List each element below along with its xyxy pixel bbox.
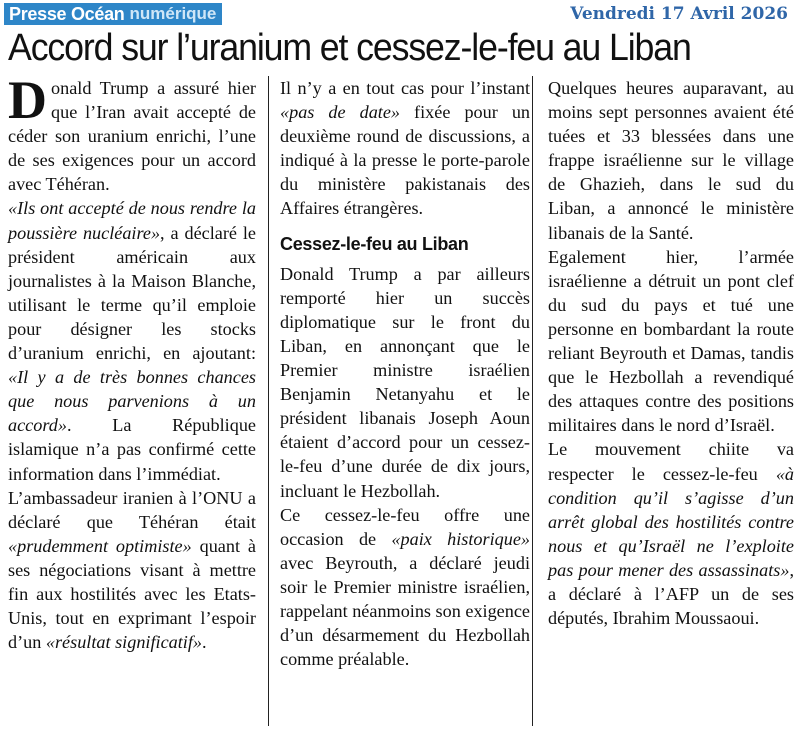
article-column-1 xyxy=(8,70,256,726)
paragraph xyxy=(280,503,530,672)
section-subheading: Cessez-le-feu au Liban xyxy=(280,233,469,254)
paragraph-text: Le mouvement chiite va respecter le cessez-le-feu xyxy=(548,439,794,484)
article-column-2 xyxy=(280,76,530,726)
paragraph-text: Egalement hier, l’armée israélienne a détruit un pont clef du sud du pays et tué une personne en bombardant la route reliant Beyrouth et Damas, tandis que le Hezbollah a revendiqué des attaques contre des positions militaires dans le nord d’Israël. xyxy=(548,246,794,436)
paragraph-text: , a déclaré le président américain aux journalistes à la Maison Blanche, utilisant le terme qu’il emploie pour désigner les stocks d’uranium enrichi, en ajoutant: xyxy=(8,222,256,364)
paragraph-text: quant à ses négociations visant à mettre fin aux hostilités avec les Etats-Unis, tout en exprimant l’espoir d’un xyxy=(8,535,256,653)
article-body xyxy=(8,70,794,726)
drop-cap: D xyxy=(8,70,47,130)
article-headline: Accord sur l’uranium et cessez-le-feu au Liban xyxy=(8,27,691,69)
paragraph xyxy=(548,245,794,438)
paragraph-text: Donald Trump a par ailleurs remporté hier un succès diplomatique sur le front du Liban, en annonçant que le Premier ministre israélien Benjamin Netanyahu et le président libanais Joseph Aoun étaient d’accord pour un cessez-le-feu d’une durée de dix jours, incluant le Hezbollah. xyxy=(280,263,530,501)
paragraph-text: , a déclaré à l’AFP un de ses députés, Ibrahim Moussaoui. xyxy=(548,559,794,629)
paragraph-text: . xyxy=(202,632,207,653)
paragraph xyxy=(8,486,256,655)
paragraph-text: . La République islamique n’a pas confirmé cette information dans l’immédiat. xyxy=(8,415,256,484)
paragraph xyxy=(280,262,530,503)
paragraph xyxy=(548,76,794,245)
masthead-logo xyxy=(4,3,222,25)
paragraph-text: Ce cessez-le-feu offre une occasion de xyxy=(280,504,530,549)
paragraph-text: avec Beyrouth, a déclaré jeudi soir le Premier ministre israélien, rappelant néanmoins son exigence d’un désarmement du Hezbollah comme préalable. xyxy=(280,552,530,670)
quote: «paix historique» xyxy=(391,528,530,549)
paragraph-text: L’ambassadeur iranien à l’ONU a déclaré que Téhéran était xyxy=(8,487,256,532)
quote: «à condition qu’il s’agisse d’un arrêt global des hostilités contre nous et qu’Israël ne l’exploite pas pour mener des assassinats» xyxy=(548,463,794,580)
paragraph-text: onald Trump a assuré hier que l’Iran avait accepté de céder son uranium enrichi, l’une de ses exigences pour un accord avec Téhéran. xyxy=(8,78,256,195)
quote: «Il y a de très bonnes chances que nous parvenions à un accord» xyxy=(8,367,256,436)
quote: «pas de date» xyxy=(280,102,401,123)
paragraph-text: Il n’y a en tout cas pour l’instant xyxy=(280,78,530,98)
quote: «prudemment optimiste» xyxy=(8,535,192,556)
quote: «résultat significatif» xyxy=(45,632,203,653)
brand-edition: numérique xyxy=(129,4,217,23)
brand-name: Presse Océan xyxy=(9,3,125,24)
paragraph xyxy=(8,196,256,485)
publication-date: Vendredi 17 Avril 2026 xyxy=(570,4,788,24)
paragraph xyxy=(548,437,794,630)
paragraph-text: Quelques heures auparavant, au moins sept personnes avaient été tuées et 33 blessées dans une frappe israélienne sur le village de Ghazieh, dans le sud du Liban, a annoncé le ministère libanais de la Santé. xyxy=(548,78,794,243)
quote: «Ils ont accepté de nous rendre la poussière nucléaire» xyxy=(8,198,256,243)
paragraph xyxy=(280,76,530,221)
paragraph xyxy=(8,70,256,196)
paragraph-text: fixée pour un deuxième round de discussions, a indiqué à la presse le porte-parole du ministère pakistanais des Affaires étrangères. xyxy=(280,102,531,219)
article-column-3 xyxy=(548,76,794,726)
